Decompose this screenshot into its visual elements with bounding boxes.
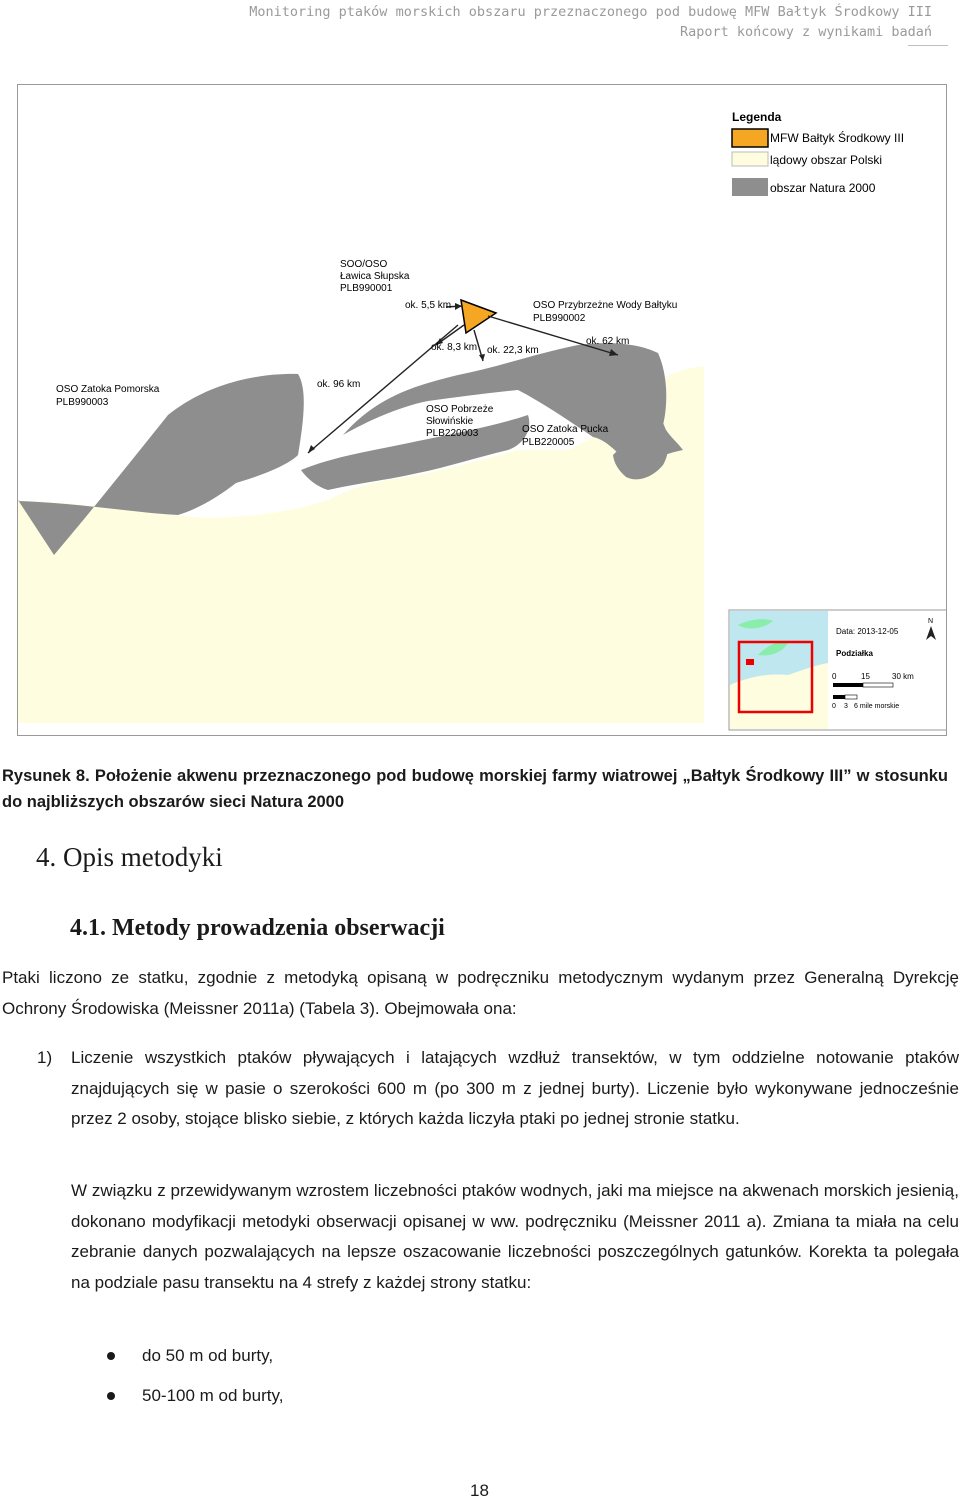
label-przybrzezne-1: OSO Przybrzeżne Wody Bałtyku [533, 300, 678, 311]
label-zatoka-pucka-2: PLB220005 [522, 437, 575, 448]
running-header [249, 2, 932, 42]
legend-swatch-mfw [732, 129, 768, 147]
inset-nm-6: 6 mile morskie [854, 703, 900, 710]
inset-nm-0: 0 [832, 703, 836, 710]
inset-km-30: 30 km [892, 672, 914, 681]
header-rule [908, 45, 948, 46]
label-distance-22-3: ok. 22,3 km [487, 345, 539, 356]
label-zatoka-pomorska-2: PLB990003 [56, 397, 109, 408]
bullet-dot [107, 1392, 115, 1400]
header-line-title: Monitoring ptaków morskich obszaru przeznaczonego pod budowę MFW Bałtyk Środkowy III [249, 4, 932, 20]
label-lawica-slupska-1: SOO/OSO [340, 259, 388, 270]
legend-swatch-natura [732, 178, 768, 196]
legend-title: Legenda [732, 110, 782, 124]
label-lawica-slupska-2: Ławica Słupska [340, 271, 410, 282]
list-item-number: 1) [37, 1048, 53, 1067]
bullet-item: do 50 m od burty, [142, 1346, 274, 1365]
inset-scale-title: Podziałka [836, 649, 873, 658]
list-item-text: Liczenie wszystkich ptaków pływających i latających wzdłuż transektów, w tym oddzielne notowanie ptaków znajdujących się w pasie o szerokości 600 m (po 300 m z jednej burty). Liczenie było wykonywane jednocześnie przez 2 osoby, stojące blisko siebie, z których każda liczyła ptaki po jednej stronie statku. [71, 1048, 959, 1128]
inset-km-0: 0 [832, 672, 837, 681]
section-heading: 4. Opis metodyki [36, 842, 223, 872]
legend-label-mfw: MFW Bałtyk Środkowy III [770, 131, 905, 145]
inset-north: N [928, 618, 934, 625]
bullet-dot [107, 1352, 115, 1360]
label-distance-96: ok. 96 km [317, 379, 361, 390]
bullet-item: 50-100 m od burty, [142, 1386, 284, 1405]
label-distance-62: ok. 62 km [586, 336, 630, 347]
label-zatoka-pucka-1: OSO Zatoka Pucka [522, 424, 609, 435]
label-distance-5-5: ok. 5,5 km [405, 300, 452, 311]
legend-swatch-land [732, 152, 768, 166]
label-lawica-slupska-3: PLB990001 [340, 283, 393, 294]
header-line-report: Raport końcowy z wynikami badań [680, 24, 932, 40]
inset-map [729, 610, 947, 730]
map-legend [732, 110, 904, 196]
label-distance-8-3: ok. 8,3 km [431, 342, 478, 353]
figure-caption: Rysunek 8. Położenie akwenu przeznaczonego pod budowę morskiej farmy wiatrowej „Bałtyk Środkowy III” w stosunku do najbliższych obszarów sieci Natura 2000 [2, 767, 948, 811]
inset-km-15: 15 [861, 672, 870, 681]
inset-nm-3: 3 [844, 703, 848, 710]
label-pobrzeze-3: PLB220003 [426, 428, 479, 439]
inset-date: Data: 2013-12-05 [836, 627, 899, 636]
page-number: 18 [470, 1481, 489, 1500]
label-przybrzezne-2: PLB990002 [533, 313, 586, 324]
label-pobrzeze-1: OSO Pobrzeże [426, 404, 494, 415]
subsection-heading: 4.1. Metody prowadzenia obserwacji [70, 915, 445, 941]
map-figure [17, 84, 947, 736]
legend-label-land: lądowy obszar Polski [770, 153, 883, 167]
legend-label-natura: obszar Natura 2000 [770, 181, 876, 195]
intro-paragraph: Ptaki liczono ze statku, zgodnie z metodyką opisaną w podręczniku metodycznym wydanym przez Generalną Dyrekcję Ochrony Środowiska (Meissner 2011a) (Tabela 3). Obejmowała ona: [2, 968, 959, 1018]
label-pobrzeze-2: Słowińskie [426, 416, 474, 427]
modification-paragraph: W związku z przewidywanym wzrostem liczebności ptaków wodnych, jaki ma miejsce na akwenach morskich jesienią, dokonano modyfikacji metodyki obserwacji opisanej w ww. podręczniku (Meissner 2011 a). Zmiana ta miała na celu zebranie danych pozwalających na lepsze oszacowanie liczebności poszczególnych gatunków. Korekta ta polegała na podziale pasu transektu na 4 strefy z każdej strony statku: [71, 1181, 959, 1292]
label-zatoka-pomorska-1: OSO Zatoka Pomorska [56, 384, 160, 395]
